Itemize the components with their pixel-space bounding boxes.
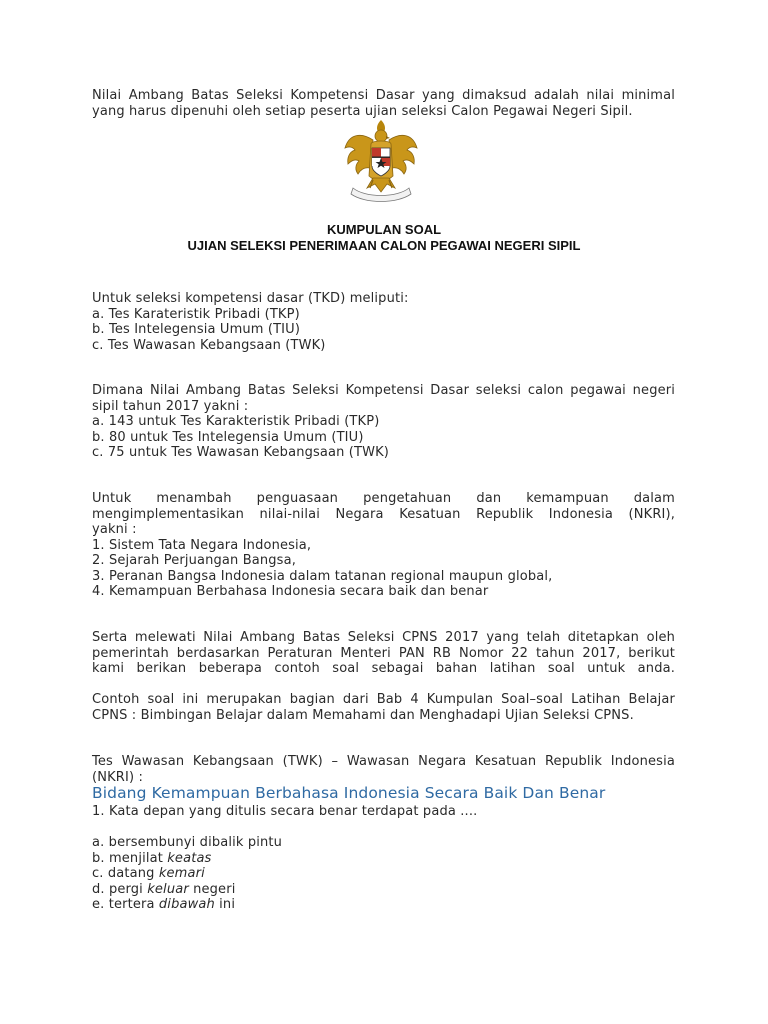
option-italic: keatas: [167, 850, 212, 866]
ambang-item: a. 143 untuk Tes Karakteristik Pribadi (TKP): [92, 414, 380, 429]
serta-line-3: kami berikan beberapa contoh soal sebagai bahan latihan soal untuk anda.: [92, 661, 675, 676]
ambang-line-2: sipil tahun 2017 yakni :: [92, 398, 249, 414]
serta-line-1: Serta melewati Nilai Ambang Batas Seleksi CPNS 2017 yang telah ditetapkan oleh: [92, 630, 675, 645]
tkd-item: a. Tes Karateristik Pribadi (TKP): [92, 306, 300, 322]
intro-paragraph: [92, 88, 675, 119]
answer-options: [92, 835, 675, 913]
penguasaan-item: 4. Kemampuan Berbahasa Indonesia secara baik dan benar: [92, 584, 489, 599]
option-text: e. tertera: [92, 897, 159, 912]
serta-paragraph: [92, 630, 675, 677]
option-italic: kemari: [158, 866, 205, 881]
heading-line-1: KUMPULAN SOAL: [326, 222, 442, 237]
option-text: d. pergi: [92, 881, 148, 897]
option-b: [92, 851, 675, 867]
penguasaan-item: 2. Sejarah Perjuangan Bangsa,: [92, 553, 297, 568]
twk-line-2: (NKRI) :: [92, 769, 143, 785]
ambang-section: [92, 383, 675, 461]
heading-line-2: UJIAN SELEKSI PENERIMAAN CALON PEGAWAI NEGERI SIPIL: [187, 238, 581, 253]
tkd-item: b. Tes Intelegensia Umum (TIU): [92, 322, 301, 337]
option-text: b. menjilat: [92, 850, 168, 866]
question-text: [92, 804, 675, 820]
option-italic: keluar: [147, 881, 189, 897]
penguasaan-line-1: Untuk menambah penguasaan pengetahuan dan kemampuan dalam: [92, 491, 675, 506]
question-line: 1. Kata depan yang ditulis secara benar terdapat pada ....: [92, 804, 478, 819]
twk-line-1: Tes Wawasan Kebangsaan (TWK) – Wawasan Negara Kesatuan Republik Indonesia: [92, 754, 675, 769]
option-text: a. bersembunyi dibalik pintu: [92, 835, 283, 850]
option-c: [92, 866, 675, 882]
option-tail: negeri: [188, 881, 236, 897]
garuda-pancasila-emblem-icon: [343, 118, 419, 206]
intro-line-1: Nilai Ambang Batas Seleksi Kompetensi Dasar yang dimaksud adalah nilai minimal: [92, 88, 675, 103]
penguasaan-line-3: yakni :: [92, 522, 137, 537]
tkd-item: c. Tes Wawasan Kebangsaan (TWK): [92, 337, 326, 353]
option-text: c. datang: [92, 866, 159, 881]
penguasaan-line-2: mengimplementasikan nilai-nilai Negara Kesatuan Republik Indonesia (NKRI),: [92, 506, 675, 522]
intro-line-2: yang harus dipenuhi oleh setiap peserta ujian seleksi Calon Pegawai Negeri Sipil.: [92, 103, 633, 119]
twk-paragraph: [92, 754, 675, 785]
section-subheading: Bidang Kemampuan Berbahasa Indonesia Secara Baik Dan Benar: [92, 784, 606, 802]
penguasaan-section: [92, 491, 675, 600]
option-e: [92, 897, 675, 913]
option-d: [92, 882, 675, 898]
ambang-item: b. 80 untuk Tes Intelegensia Umum (TIU): [92, 429, 364, 445]
tkd-lead: Untuk seleksi kompetensi dasar (TKD) meliputi:: [92, 291, 409, 306]
contoh-paragraph: [92, 692, 675, 723]
option-italic: dibawah: [158, 897, 215, 912]
penguasaan-item: 3. Peranan Bangsa Indonesia dalam tatanan regional maupun global,: [92, 568, 553, 584]
penguasaan-item: 1. Sistem Tata Negara Indonesia,: [92, 537, 312, 553]
contoh-line-1: Contoh soal ini merupakan bagian dari Bab 4 Kumpulan Soal–soal Latihan Belajar: [92, 692, 675, 707]
serta-line-2: pemerintah berdasarkan Peraturan Menteri PAN RB Nomor 22 tahun 2017, berikut: [92, 645, 675, 661]
ambang-item: c. 75 untuk Tes Wawasan Kebangsaan (TWK): [92, 445, 390, 460]
contoh-line-2: CPNS : Bimbingan Belajar dalam Memahami dan Menghadapi Ujian Seleksi CPNS.: [92, 707, 634, 723]
option-a: [92, 835, 675, 851]
ambang-line-1: Dimana Nilai Ambang Batas Seleksi Kompetensi Dasar seleksi calon pegawai negeri: [92, 383, 675, 398]
option-tail: ini: [214, 897, 236, 912]
tkd-section: [92, 291, 675, 353]
